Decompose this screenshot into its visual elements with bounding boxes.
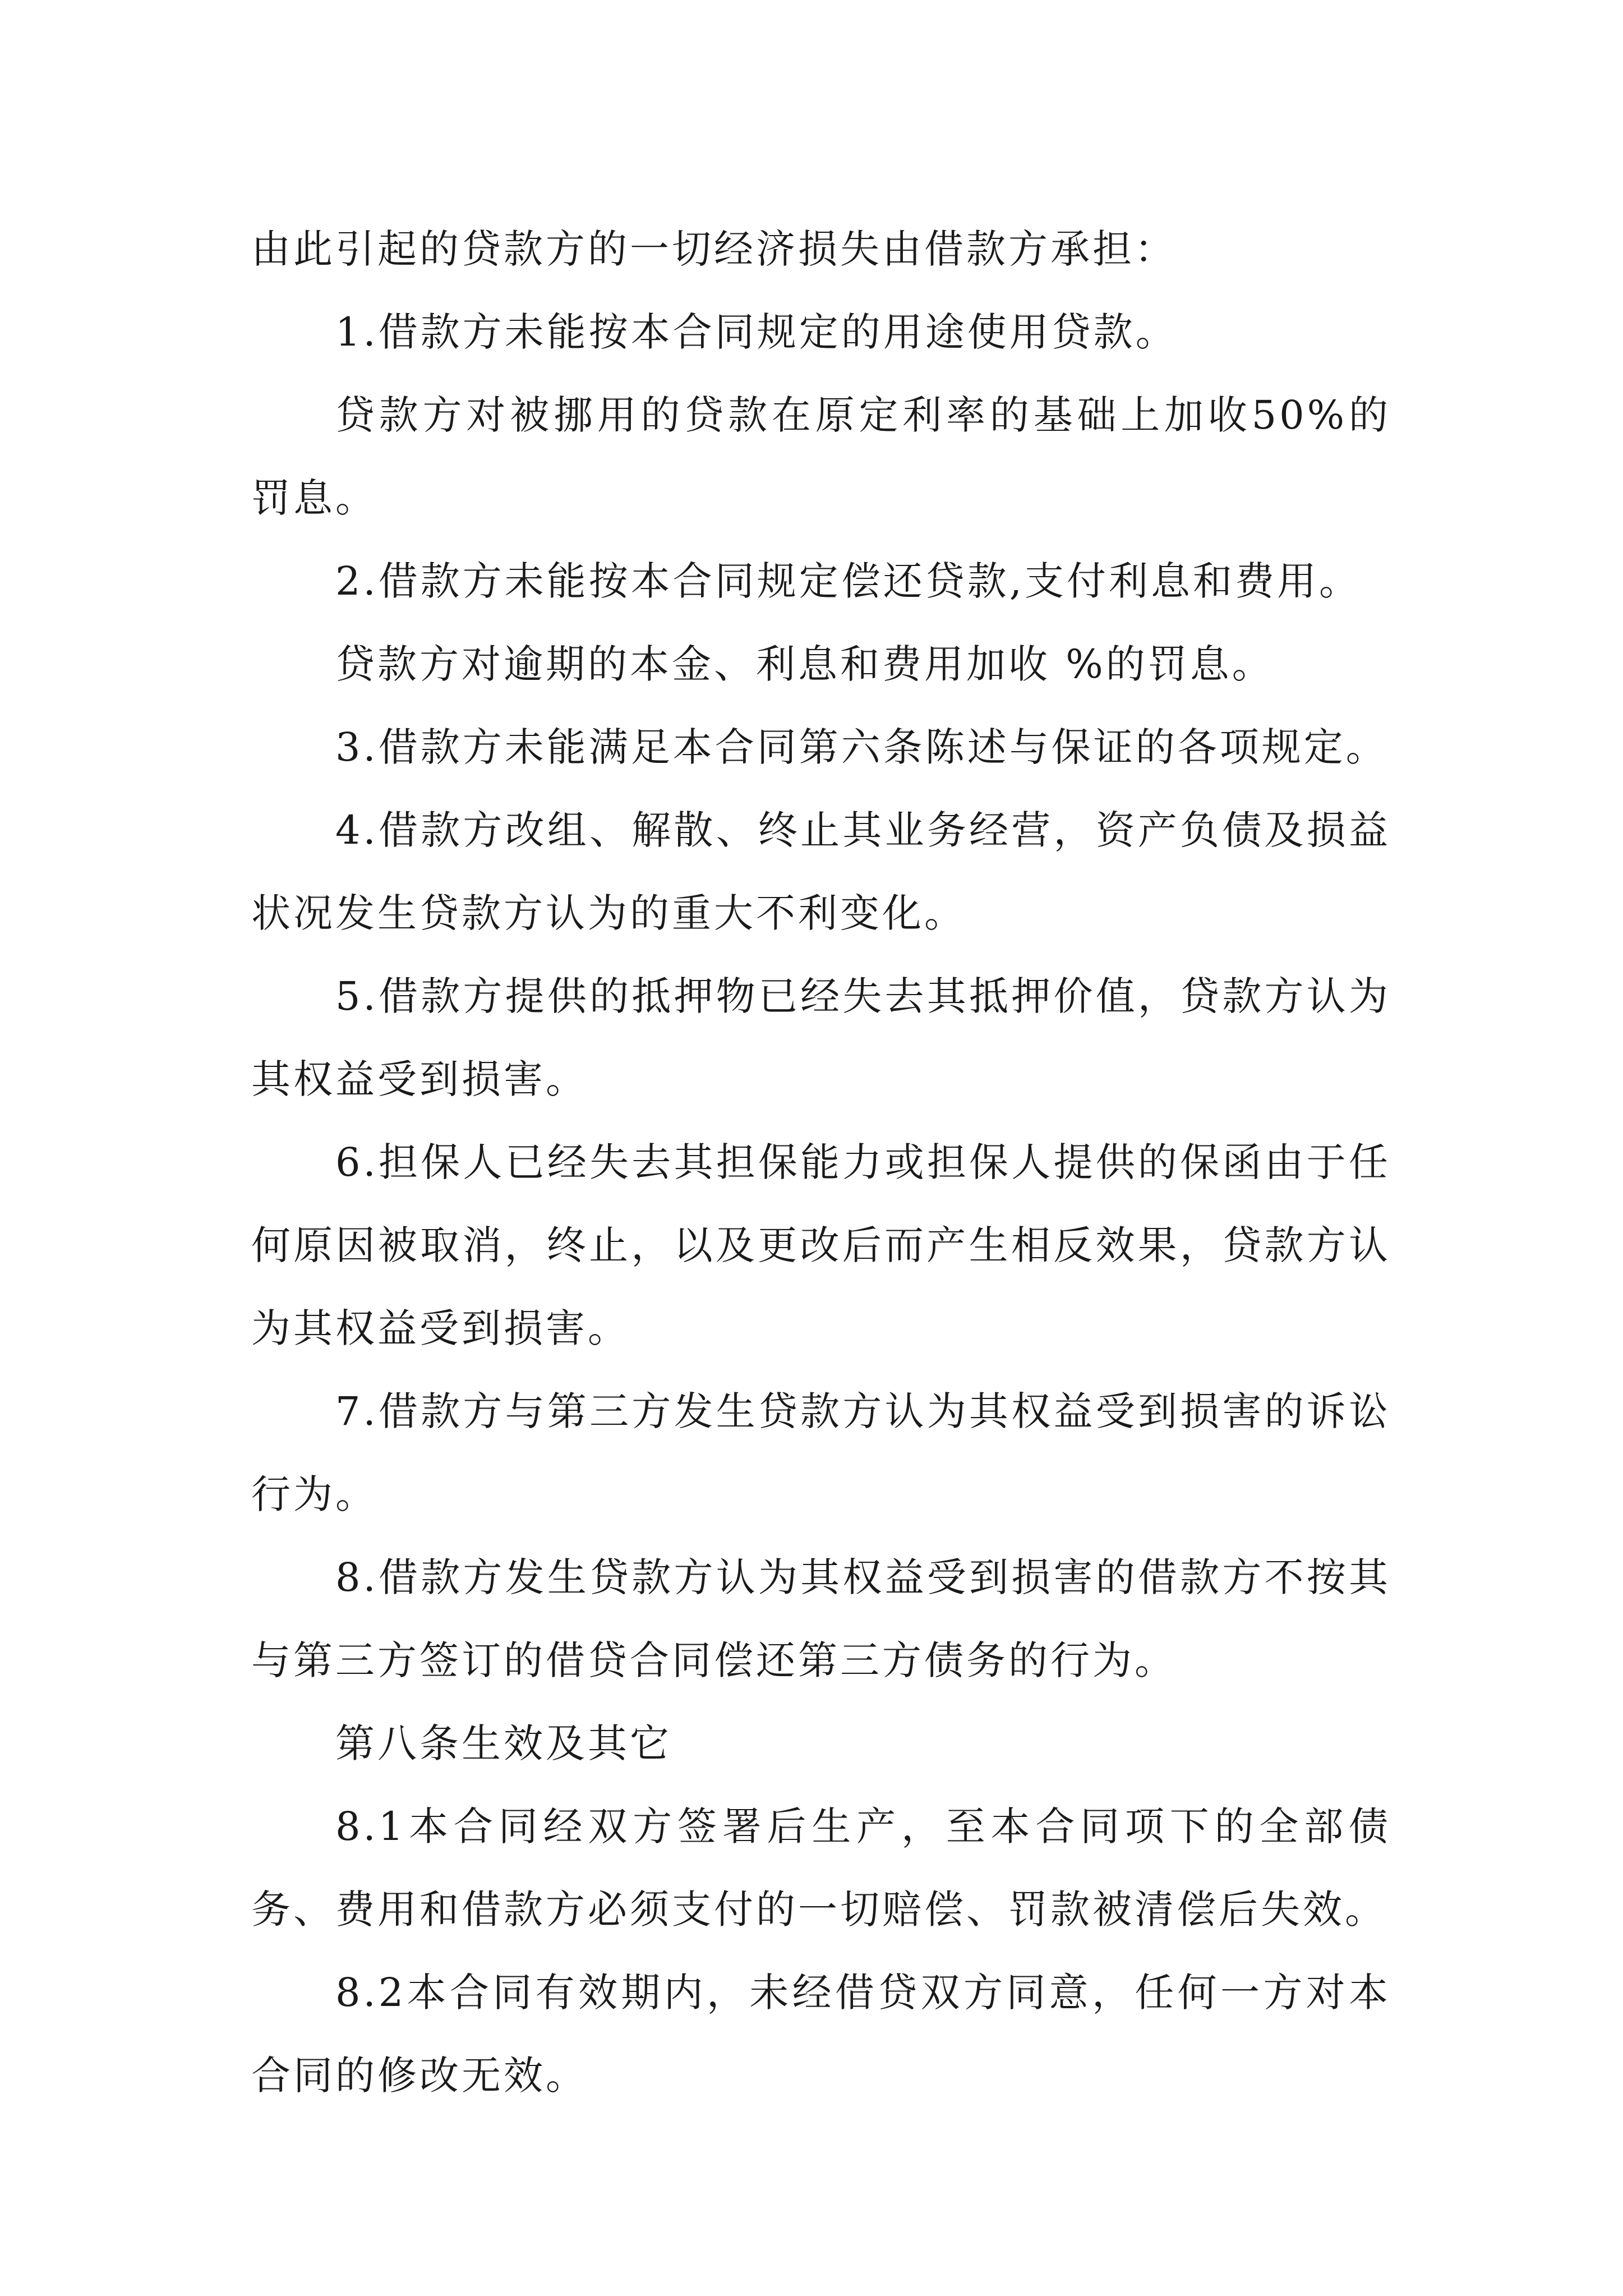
paragraph-item-5: 5.借款方提供的抵押物已经失去其抵押价值，贷款方认为其权益受到损害。 bbox=[251, 973, 1391, 1102]
paragraph-item-8: 8.借款方发生贷款方认为其权益受到损害的借款方不按其与第三方签订的借贷合同偿还第三方债务的行为。 bbox=[251, 1554, 1391, 1683]
paragraph-item-7: 7.借款方与第三方发生贷款方认为其权益受到损害的诉讼行为。 bbox=[251, 1388, 1391, 1517]
paragraph-clause-8-2: 8.2本合同有效期内，未经借贷双方同意，任何一方对本合同的修改无效。 bbox=[251, 1970, 1391, 2099]
paragraph-intro: 由此引起的贷款方的一切经济损失由借款方承担： bbox=[251, 226, 1177, 272]
paragraph-item-6: 6.担保人已经失去其担保能力或担保人提供的保函由于任何原因被取消，终止，以及更改后而产生相反效果，贷款方认为其权益受到损害。 bbox=[251, 1139, 1391, 1351]
document-body bbox=[251, 208, 1391, 2117]
section-heading-article-8: 第八条生效及其它 bbox=[335, 1720, 672, 1766]
paragraph-item-1: 1.借款方未能按本合同规定的用途使用贷款。 bbox=[335, 309, 1178, 355]
paragraph-item-3: 3.借款方未能满足本合同第六条陈述与保证的各项规定。 bbox=[335, 724, 1388, 770]
paragraph-clause-8-1: 8.1本合同经双方签署后生产，至本合同项下的全部债务、费用和借款方必须支付的一切赔偿、罚款被清偿后失效。 bbox=[251, 1803, 1391, 1932]
paragraph-item-1-penalty: 贷款方对被挪用的贷款在原定利率的基础上加收50%的罚息。 bbox=[251, 392, 1391, 521]
paragraph-item-4: 4.借款方改组、解散、终止其业务经营，资产负债及损益状况发生贷款方认为的重大不利变化。 bbox=[251, 807, 1391, 936]
paragraph-item-2: 2.借款方未能按本合同规定偿还贷款,支付利息和费用。 bbox=[335, 558, 1362, 604]
paragraph-item-2-penalty: 贷款方对逾期的本金、利息和费用加收 %的罚息。 bbox=[335, 641, 1274, 687]
